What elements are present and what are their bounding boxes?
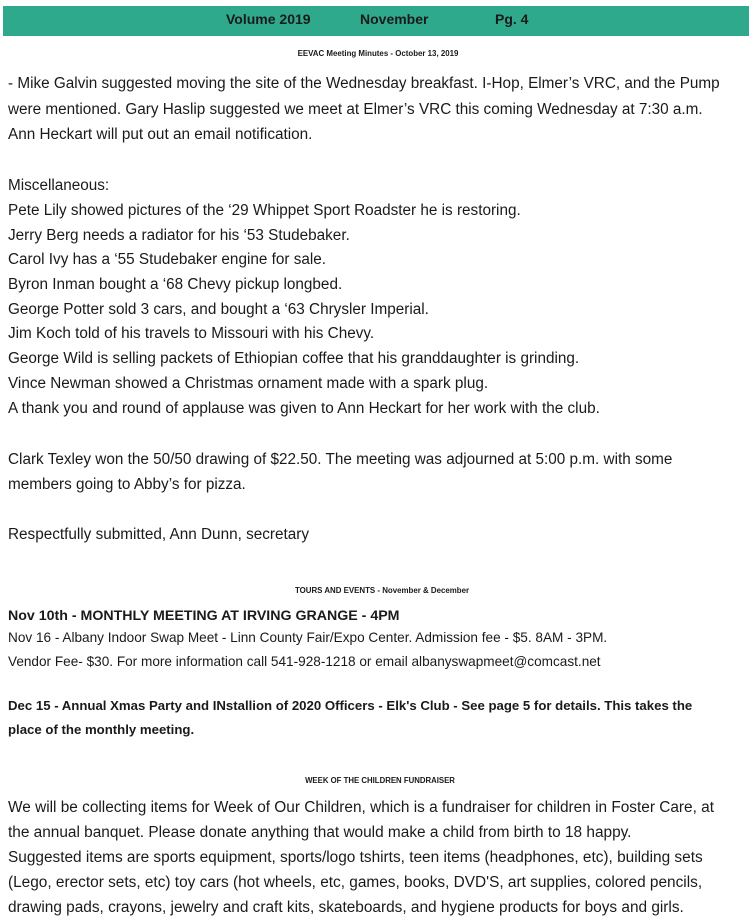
misc-item: Pete Lily showed pictures of the ‘29 Whippet Sport Roadster he is restoring. bbox=[8, 202, 521, 219]
misc-item: Jim Koch told of his travels to Missouri with his Chevy. bbox=[8, 325, 375, 342]
fundraiser-line: (Lego, erector sets, etc) toy cars (hot wheels, etc, games, books, DVD'S, art supplies, colored pencils, bbox=[8, 874, 703, 891]
fundraiser-line: drawing pads, crayons, jewelry and craft kits, skateboards, and hygiene products for boys and girls. bbox=[8, 899, 684, 916]
drawing-line: members going to Abby’s for pizza. bbox=[8, 476, 246, 493]
misc-item: Jerry Berg needs a radiator for his ‘53 Studebaker. bbox=[8, 227, 350, 244]
header-page-number: Pg. 4 bbox=[495, 11, 529, 27]
drawing-line: Clark Texley won the 50/50 drawing of $22.50. The meeting was adjourned at 5:00 p.m. with some bbox=[8, 451, 673, 468]
tours-dec15-line: Dec 15 - Annual Xmas Party and INstallion of 2020 Officers - Elk's Club - See page 5 for details. This takes the bbox=[8, 698, 693, 713]
minutes-signoff: Respectfully submitted, Ann Dunn, secretary bbox=[8, 526, 309, 543]
tours-nov10-event: Nov 10th - MONTHLY MEETING AT IRVING GRANGE - 4PM bbox=[8, 608, 400, 624]
misc-item: A thank you and round of applause was given to Ann Heckart for her work with the club. bbox=[8, 400, 600, 417]
misc-heading: Miscellaneous: bbox=[8, 177, 110, 194]
misc-item: Carol Ivy has a ‘55 Studebaker engine for sale. bbox=[8, 251, 327, 268]
tours-dec15-line: place of the monthly meeting. bbox=[8, 722, 195, 737]
tours-nov16-line: Nov 16 - Albany Indoor Swap Meet - Linn County Fair/Expo Center. Admission fee - $5. 8AM - 3PM. bbox=[8, 630, 608, 645]
misc-item: Byron Inman bought a ‘68 Chevy pickup longbed. bbox=[8, 276, 343, 293]
page-header-bar bbox=[3, 6, 749, 36]
fundraiser-title: WEEK OF THE CHILDREN FUNDRAISER bbox=[305, 776, 455, 785]
minutes-breakfast-line: - Mike Galvin suggested moving the site of the Wednesday breakfast. I-Hop, Elmer’s VRC, and the Pump bbox=[8, 75, 720, 92]
header-month: November bbox=[360, 11, 429, 27]
tours-nov16-line: Vendor Fee- $30. For more information call 541-928-1218 or email albanyswapmeet@comcast.net bbox=[8, 654, 601, 669]
fundraiser-line: Suggested items are sports equipment, sports/logo tshirts, teen items (headphones, etc), building sets bbox=[8, 849, 703, 866]
misc-item: George Wild is selling packets of Ethiopian coffee that his granddaughter is grinding. bbox=[8, 350, 580, 367]
fundraiser-line: the annual banquet. Please donate anything that would make a child from birth to 18 happy. bbox=[8, 824, 632, 841]
header-volume: Volume 2019 bbox=[226, 11, 311, 27]
misc-item: Vince Newman showed a Christmas ornament made with a spark plug. bbox=[8, 375, 489, 392]
minutes-breakfast-line: Ann Heckart will put out an email notification. bbox=[8, 126, 313, 143]
fundraiser-line: We will be collecting items for Week of Our Children, which is a fundraiser for children in Foster Care, at bbox=[8, 799, 714, 816]
minutes-title: EEVAC Meeting Minutes - October 13, 2019 bbox=[297, 49, 459, 58]
misc-item: George Potter sold 3 cars, and bought a ‘63 Chrysler Imperial. bbox=[8, 301, 429, 318]
tours-title: TOURS AND EVENTS - November & December bbox=[294, 586, 470, 595]
minutes-breakfast-line: were mentioned. Gary Haslip suggested we meet at Elmer’s VRC this coming Wednesday at 7:30 a.m. bbox=[8, 101, 703, 118]
